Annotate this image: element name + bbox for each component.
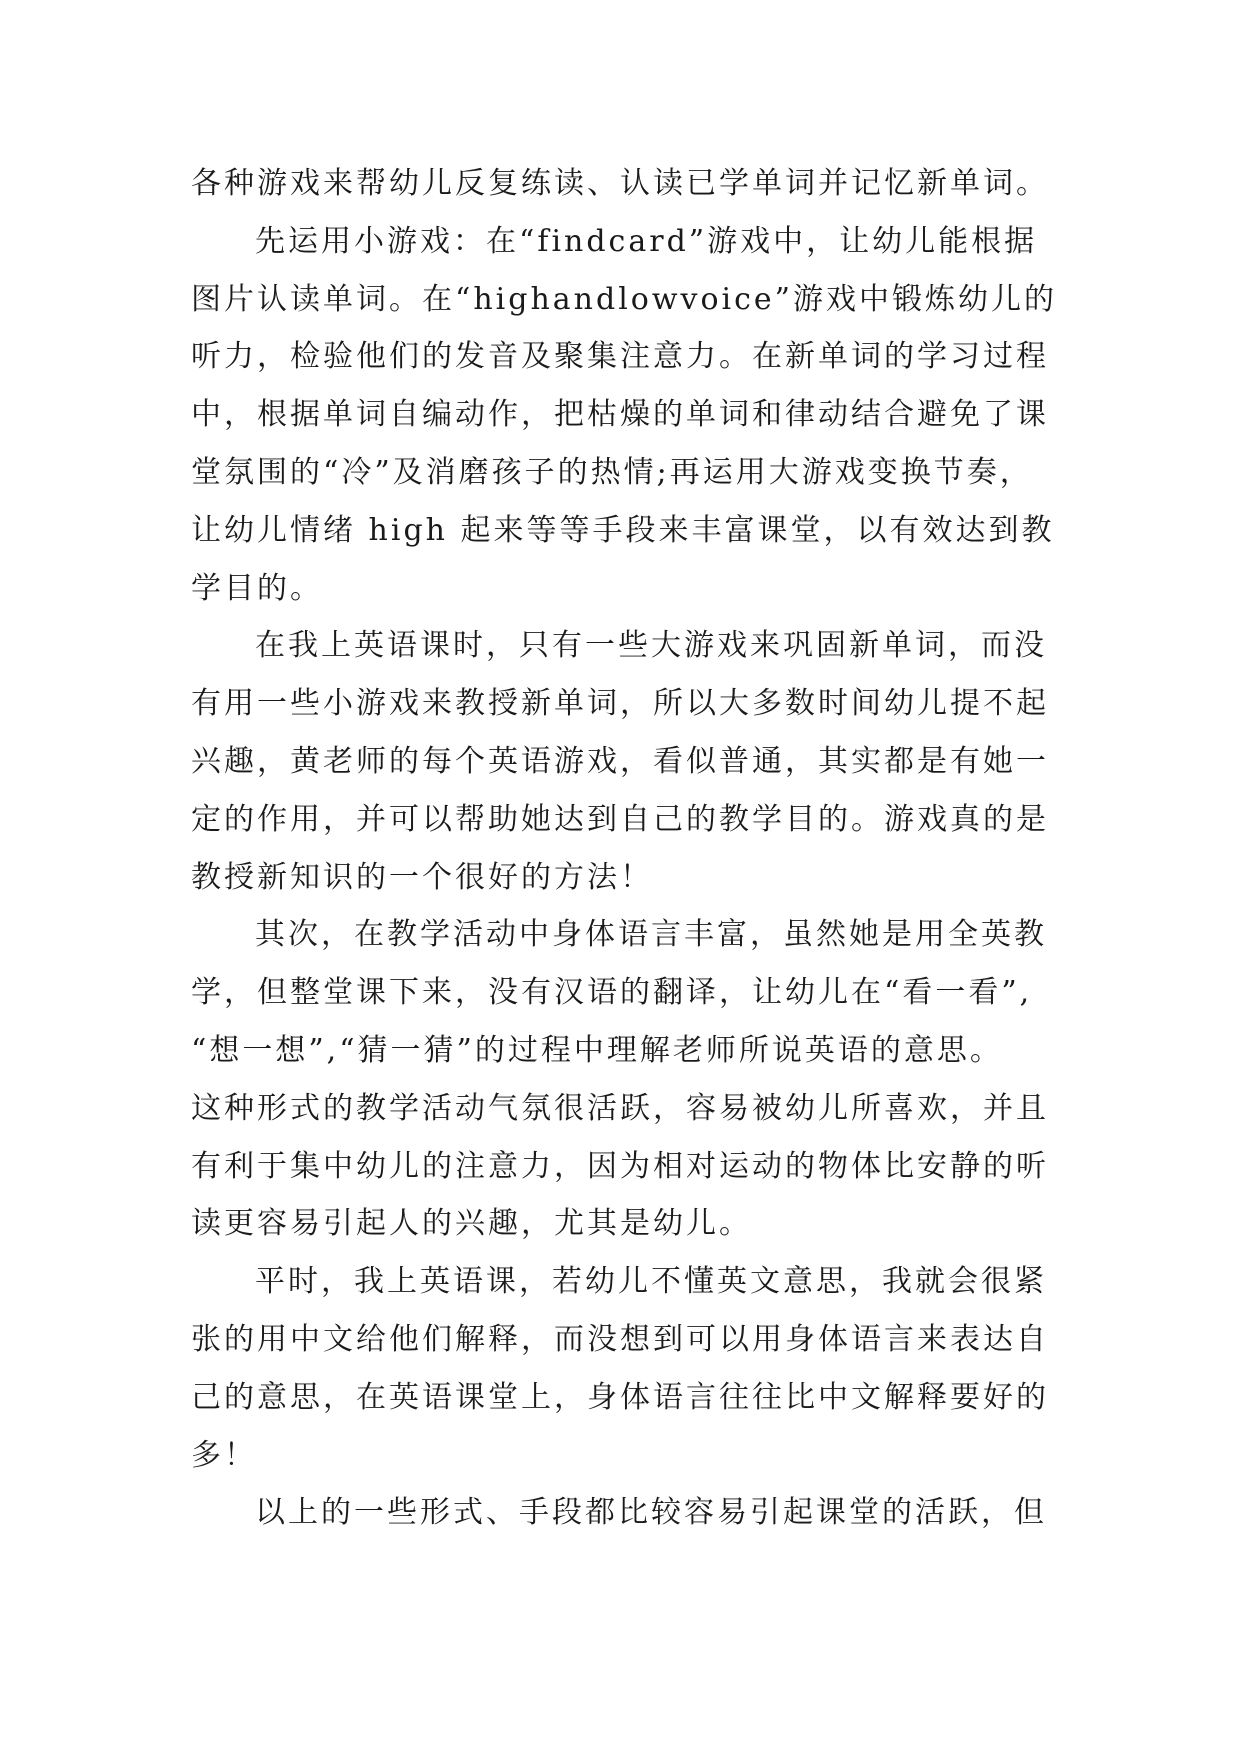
- text-line: 这种形式的教学活动气氛很活跃，容易被幼儿所喜欢，并且: [191, 1090, 1049, 1126]
- text-line: 读更容易引起人的兴趣，尤其是幼儿。: [191, 1206, 752, 1242]
- text-line: 以上的一些形式、手段都比较容易引起课堂的活跃，但: [255, 1495, 1047, 1531]
- text-line: 各种游戏来帮幼儿反复练读、认读已学单词并记忆新单词。: [191, 166, 1049, 201]
- text-line: 有用一些小游戏来教授新单词，所以大多数时间幼儿提不起: [191, 686, 1049, 722]
- text-line: 多！: [191, 1437, 257, 1473]
- text-line: 张的用中文给他们解释，而没想到可以用身体语言来表达自: [191, 1321, 1049, 1357]
- document-body: [191, 155, 1058, 1542]
- text-line: “想一想”,“猜一猜”的过程中理解老师所说英语的意思。: [191, 1032, 1003, 1068]
- text-line: 听力，检验他们的发音及聚集注意力。在新单词的学习过程: [191, 339, 1049, 375]
- text-line: 在我上英语课时，只有一些大游戏来巩固新单词，而没: [255, 628, 1047, 664]
- text-line: 让幼儿情绪 high 起来等等手段来丰富课堂，以有效达到教: [191, 512, 1055, 548]
- text-line: 定的作用，并可以帮助她达到自己的教学目的。游戏真的是: [191, 801, 1049, 837]
- text-line: 中，根据单词自编动作，把枯燥的单词和律动结合避免了课: [191, 397, 1049, 433]
- text-line: 学，但整堂课下来，没有汉语的翻译，让幼儿在“看一看”,: [191, 975, 1033, 1011]
- text-line: 有利于集中幼儿的注意力，因为相对运动的物体比安静的听: [191, 1148, 1049, 1184]
- text-line: 堂氛围的“冷”及消磨孩子的热情;再运用大游戏变换节奏，: [191, 454, 1033, 490]
- text-line: 其次，在教学活动中身体语言丰富，虽然她是用全英教: [255, 917, 1047, 953]
- text-line: 学目的。: [191, 570, 323, 606]
- text-line: 兴趣，黄老师的每个英语游戏，看似普通，其实都是有她一: [191, 743, 1049, 779]
- text-line: 图片认读单词。在“highandlowvoice”游戏中锻炼幼儿的: [191, 281, 1058, 317]
- text-line: 先运用小游戏：在“findcard”游戏中，让幼儿能根据: [255, 223, 1038, 259]
- text-line: 平时，我上英语课，若幼儿不懂英文意思，我就会很紧: [255, 1264, 1047, 1300]
- text-line: 己的意思，在英语课堂上，身体语言往往比中文解释要好的: [191, 1379, 1049, 1415]
- text-line: 教授新知识的一个很好的方法！: [191, 859, 653, 895]
